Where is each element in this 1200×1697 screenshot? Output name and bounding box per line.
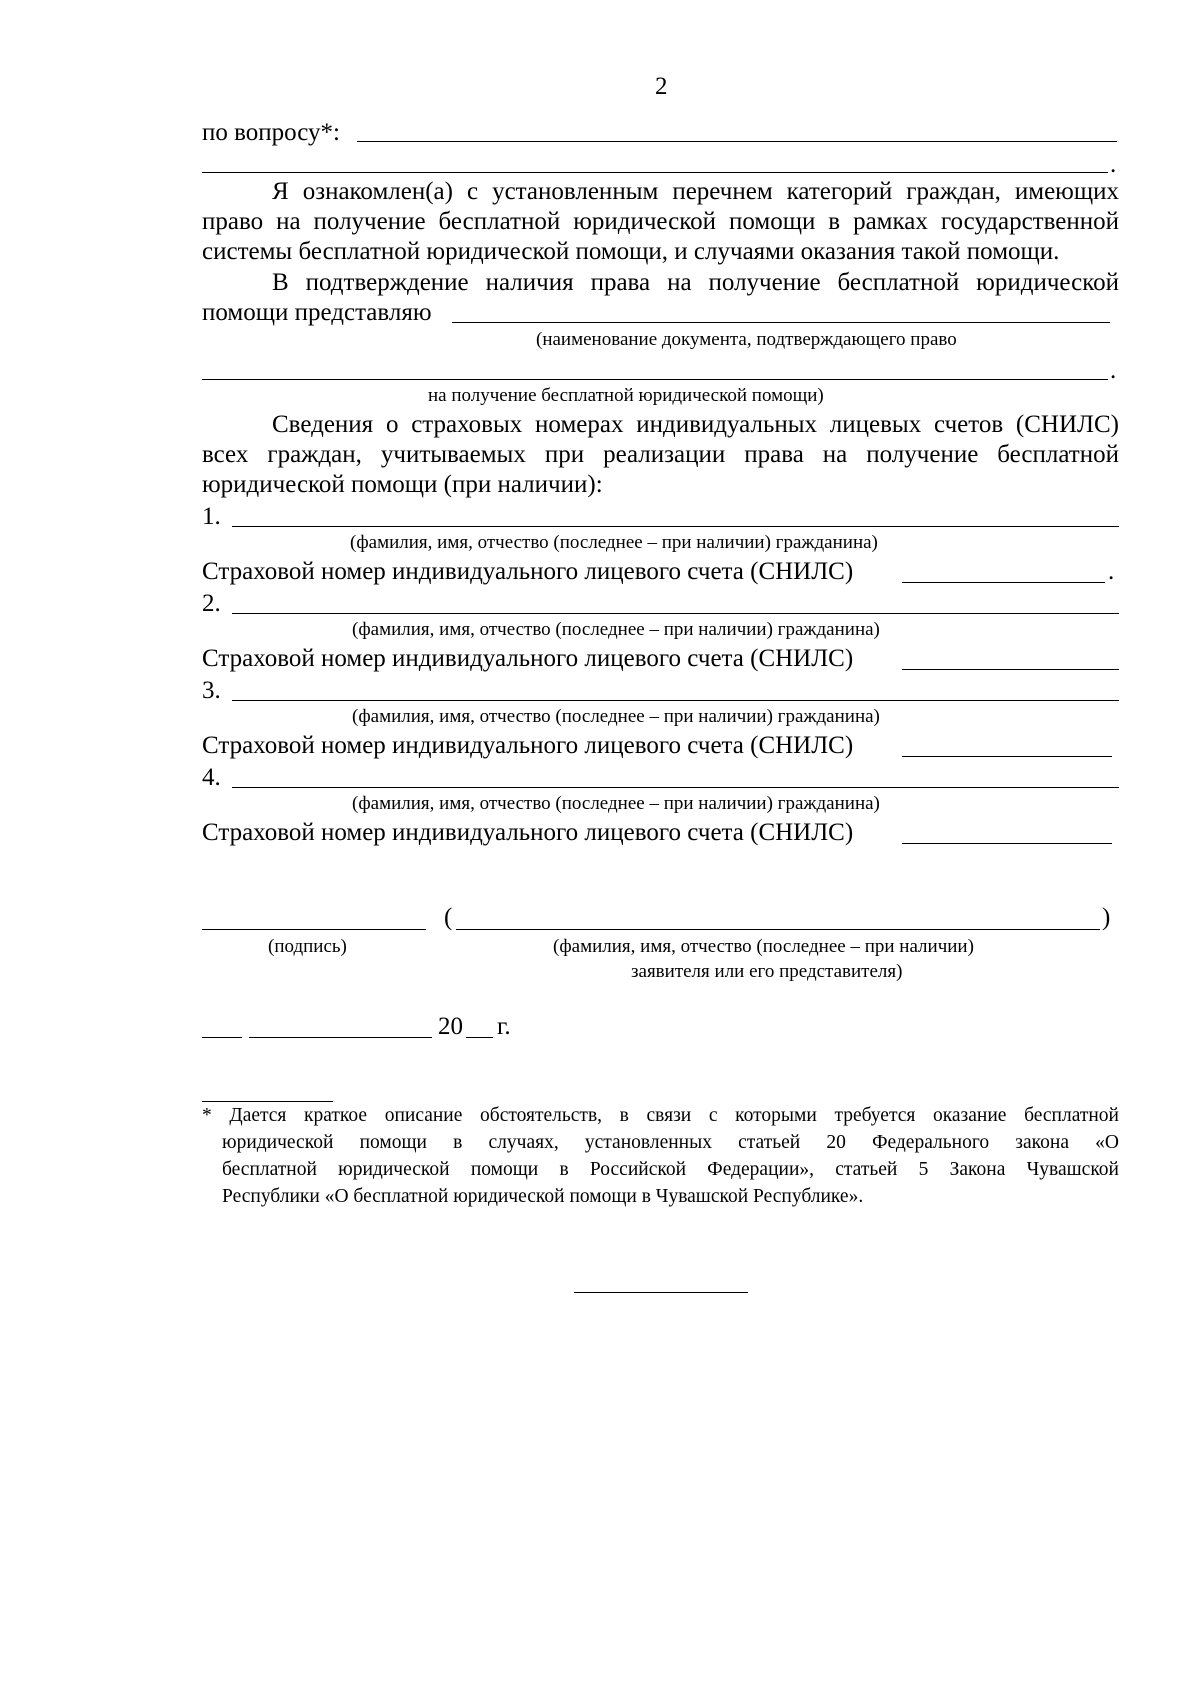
citizen-name-input-line[interactable] [232,700,1119,701]
citizen-snils-label: Страховой номер индивидуального лицевого счета (СНИЛС) [202,558,854,585]
snils-intro-line-2: всех граждан, учитываемых при реализации права на получение бесплатной [202,441,1119,468]
question-end-mark: . [1110,151,1117,178]
acknowledgement-line-2: право на получение бесплатной юридической помощи в рамках государственной [202,208,1119,235]
document-name-hint-2: на получение бесплатной юридической помощи) [428,385,824,406]
citizen-name-hint: (фамилия, имя, отчество (последнее – при наличии) гражданина) [350,532,878,553]
page-number: 2 [655,73,668,100]
citizen-snils-input-line[interactable] [902,669,1119,670]
citizen-name-hint: (фамилия, имя, отчество (последнее – при наличии) гражданина) [352,619,880,640]
question-input-line-2[interactable] [202,172,1108,173]
date-year-prefix: 20 [438,1013,463,1040]
footnote-separator [202,1101,333,1102]
citizen-number: 4. [202,764,221,791]
document-name-input-line-2[interactable] [202,379,1108,380]
signature-open-paren: ( [444,904,453,931]
citizen-snils-input-line[interactable] [902,756,1112,757]
citizen-name-hint: (фамилия, имя, отчество (последнее – при наличии) гражданина) [352,706,880,727]
date-year-suffix: г. [497,1013,511,1040]
citizen-number: 1. [202,503,221,530]
applicant-name-hint-2: заявителя или его представителя) [631,961,903,982]
citizen-snils-input-line[interactable] [902,843,1112,844]
citizen-name-input-line[interactable] [232,613,1119,614]
signature-close-paren: ) [1102,904,1111,931]
citizen-name-input-line[interactable] [232,787,1119,788]
citizen-name-hint: (фамилия, имя, отчество (последнее – при наличии) гражданина) [352,793,880,814]
applicant-name-input-line[interactable] [456,929,1100,930]
footnote-line-3: бесплатной юридической помощи в Российской Федерации», статьей 5 Закона Чувашской [222,1159,1119,1180]
signature-input-line[interactable] [202,929,426,930]
footnote-line-2: юридической помощи в случаях, установленных статьей 20 Федерального закона «О [222,1132,1119,1153]
applicant-name-hint-1: (фамилия, имя, отчество (последнее – при наличии) [553,936,974,957]
acknowledgement-line-3: системы бесплатной юридической помощи, и случаями оказания такой помощи. [202,238,1060,265]
document-name-end-mark: . [1110,357,1117,384]
footnote-line-1: * Дается краткое описание обстоятельств, в связи с которыми требуется оказание бесплатной [202,1105,1119,1126]
acknowledgement-line-1: Я ознакомлен(а) с установленным перечнем категорий граждан, имеющих [272,178,1119,205]
document-name-hint-1: (наименование документа, подтверждающего право [536,329,957,350]
footnote-line-4: Республики «О бесплатной юридической помощи в Чувашской Республике». [222,1186,864,1207]
citizen-snils-label: Страховой номер индивидуального лицевого счета (СНИЛС) [202,732,854,759]
citizen-number: 3. [202,677,221,704]
confirmation-line-2: помощи представляю [202,299,432,326]
citizen-number: 2. [202,590,221,617]
date-day-input-line[interactable] [202,1037,242,1038]
citizen-name-input-line[interactable] [232,526,1119,527]
date-month-input-line[interactable] [249,1037,432,1038]
citizen-snils-label: Страховой номер индивидуального лицевого счета (СНИЛС) [202,645,854,672]
question-input-line-1[interactable] [357,141,1117,142]
date-year-input-line[interactable] [466,1037,493,1038]
confirmation-line-1: В подтверждение наличия права на получение бесплатной юридической [272,269,1119,296]
end-separator [574,1292,748,1293]
question-label: по вопросу*: [202,119,340,146]
signature-hint: (подпись) [268,936,347,957]
snils-intro-line-1: Сведения о страховых номерах индивидуальных лицевых счетов (СНИЛС) [272,411,1119,438]
citizen-snils-input-line[interactable] [902,582,1105,583]
snils-intro-line-3: юридической помощи (при наличии): [202,471,603,498]
citizen-snils-label: Страховой номер индивидуального лицевого счета (СНИЛС) [202,819,854,846]
citizen-snils-end-mark: . [1108,558,1115,585]
document-name-input-line-1[interactable] [452,322,1110,323]
